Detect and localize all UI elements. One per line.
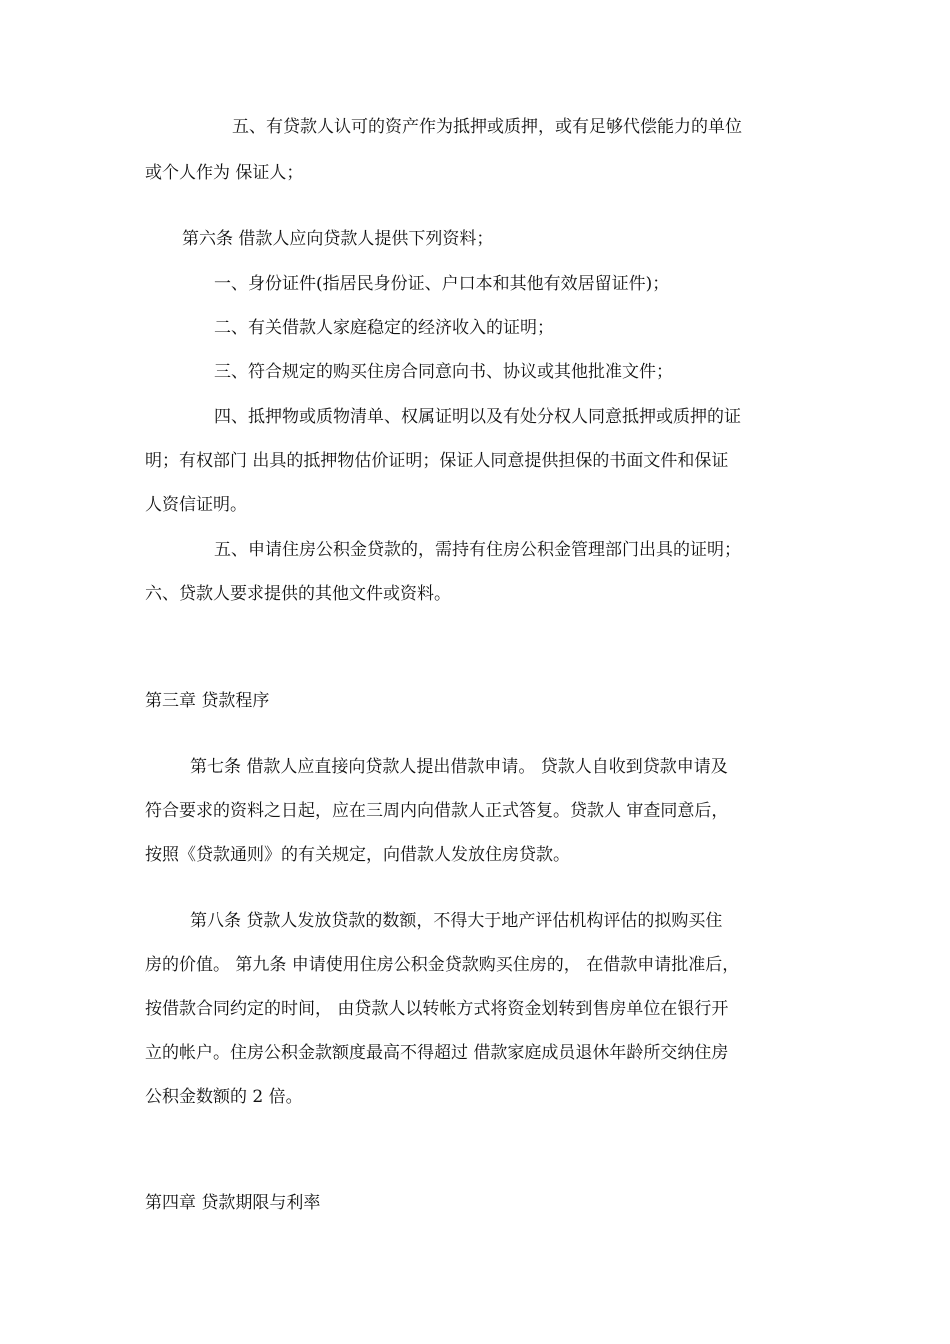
- list-item: 三、符合规定的购买住房合同意向书、协议或其他批准文件；: [214, 362, 673, 382]
- paragraph-line: 符合要求的资料之日起，应在三周内向借款人正式答复。贷款人 审查同意后，: [145, 801, 729, 821]
- paragraph-line: 按照《贷款通则》的有关规定，向借款人发放住房贷款。: [145, 845, 570, 865]
- paragraph-line: 第七条 借款人应直接向贷款人提出借款申请。 贷款人自收到贷款申请及: [190, 757, 728, 777]
- paragraph-line: 房的价值。 第九条 申请使用住房公积金贷款购买住房的， 在借款申请批准后，: [145, 955, 740, 975]
- list-item: 四、抵押物或质物清单、权属证明以及有处分权人同意抵押或质押的证: [214, 407, 741, 427]
- article-heading: 第六条 借款人应向贷款人提供下列资料；: [182, 229, 494, 249]
- paragraph-line: 第八条 贷款人发放贷款的数额，不得大于地产评估机构评估的拟购买住: [190, 911, 723, 931]
- paragraph-line: 人资信证明。: [145, 495, 247, 515]
- paragraph-line: 五、有贷款人认可的资产作为抵押或质押，或有足够代偿能力的单位: [232, 117, 742, 137]
- paragraph-line: 立的帐户。住房公积金款额度最高不得超过 借款家庭成员退休年龄所交纳住房: [145, 1043, 729, 1063]
- list-item: 二、有关借款人家庭稳定的经济收入的证明；: [214, 318, 554, 338]
- list-item: 六、贷款人要求提供的其他文件或资料。: [145, 584, 451, 604]
- list-item: 五、申请住房公积金贷款的，需持有住房公积金管理部门出具的证明；: [214, 540, 741, 560]
- paragraph-line: 或个人作为 保证人；: [145, 163, 304, 183]
- chapter-heading: 第三章 贷款程序: [145, 691, 270, 711]
- paragraph-line: 按借款合同约定的时间， 由贷款人以转帐方式将资金划转到售房单位在银行开: [145, 999, 729, 1019]
- paragraph-line: 公积金数额的 2 倍。: [145, 1087, 303, 1107]
- list-item: 一、身份证件(指居民身份证、户口本和其他有效居留证件)；: [214, 274, 670, 294]
- paragraph-line: 明；有权部门 出具的抵押物估价证明；保证人同意提供担保的书面文件和保证: [145, 451, 729, 471]
- chapter-heading: 第四章 贷款期限与利率: [145, 1193, 321, 1213]
